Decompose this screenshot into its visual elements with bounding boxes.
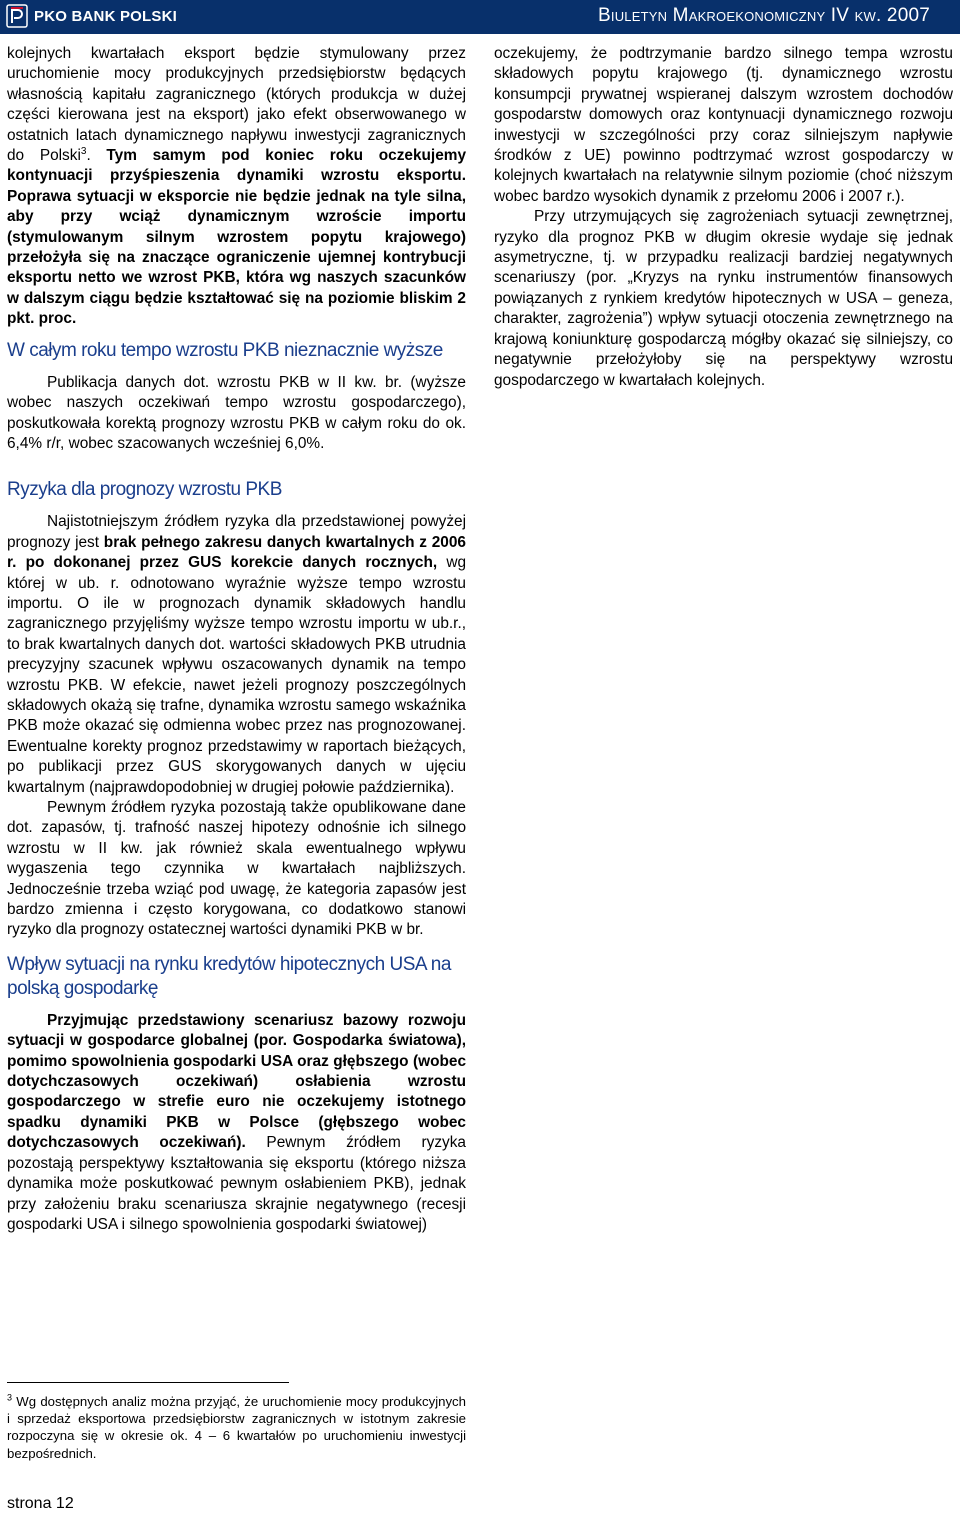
text-run: Najistotniejszym źródłem ryzyka dla przedstawionej powyżej prognozy jest xyxy=(7,513,466,551)
page-header xyxy=(0,0,960,34)
bold-text: Przyjmując przedstawiony scenariusz bazowy rozwoju sytuacji w gospodarce globalnej (por. Gospodarka światowa), pomimo spowolnienia gospodarki USA oraz głębszego (wobec dotychczasowych oczekiwań) osłabienia wzrostu gospodarczego w strefie euro nie oczekujemy istotnego spadku dynamiki PKB w Polsce (głębszego wobec dotychczasowych oczekiwań). xyxy=(7,1011,466,1152)
bold-text: brak pełnego zakresu danych kwartalnych z 2006 r. po dokonanej przez GUS korekcie danych rocznych, xyxy=(7,533,466,572)
right-column xyxy=(494,44,953,391)
bank-logo xyxy=(6,4,177,28)
text-run: Pewnym źródłem ryzyka pozostają perspektywy kształtowania się eksportu (którego niższa dynamika może poskutkować pewnym osłabieniem PKB), jednak przy założeniu braku scenariusza skrajnie negatywnego (recesji gospodarki USA i silnego spowolnienia gospodarki światowej) xyxy=(7,1134,466,1233)
pko-emblem-icon xyxy=(6,4,28,28)
footnote xyxy=(7,1393,466,1462)
paragraph: Publikacja danych dot. wzrostu PKB w II kw. br. (wyższe wobec naszych oczekiwań tempo wzrostu gospodarczego), poskutkowała korektą prognozy wzrostu PKB w całym roku do ok. 6,4% r/r, wobec szacowanych wcześniej 6,0%. xyxy=(7,373,466,452)
paragraph xyxy=(7,512,466,798)
text-run: wg której w ub. r. odnotowano wyraźnie wyższe tempo wzrostu importu. O ile w prognozach dynamik składowych handlu zagranicznego przyjęliśmy wyższe tempo wzrostu importu w ub.r., to brak kwartalnych danych dot. wartości składowych PKB utrudnia precyzyjny szacunek wpływu oszacowanych dynamik na tempo wzrostu PKB. W efekcie, nawet jeżeli prognozy poszczególnych składowych okażą się trafne, dynamika wzrostu samego wskaźnika PKB może okazać się odmienna wobec przez nas prognozowanej. Ewentualne korekty prognoz przedstawimy w raportach bieżących, po publikacji przez GUS skorygowanych danych w ujęciu kwartalnym (najprawdopodobniej w drugiej połowie października). xyxy=(7,554,467,796)
footnote-ref: 3 xyxy=(80,145,87,157)
section-heading: Wpływ sytuacji na rynku kredytów hipotecznych USA na polską gospodarkę xyxy=(7,953,451,999)
page-number: strona 12 xyxy=(7,1495,74,1512)
paragraph: oczekujemy, że podtrzymanie bardzo silnego tempa wzrostu składowych popytu krajowego (tj. dynamicznego wzrostu konsumpcji prywatnej wspieranej dalszym wzrostem dochodów gospodarstw domowych oraz kontynuacji dynamicznego rozwoju inwestycji w szczególności przy coraz silniejszym napływie środków z UE) powinno podtrzymać wzrost gospodarczy w kolejnych kwartałach na relatywnie silnym poziomie (choć niższym wobec bardzo wysokich dynamik z przełomu 2006 i 2007 r.). xyxy=(494,45,953,205)
paragraph: Pewnym źródłem ryzyka pozostają także opublikowane dane dot. zapasów, tj. trafność naszej hipotezy odnośnie ich silnego wzrostu w II kw. jak również skala ewentualnego wpływu wygaszenia tego czynnika w kwartałach najbliższych. Jednocześnie trzeba wziąć pod uwagę, że kategoria zapasów jest bardzo zmienna i często korygowana, co dodatkowo stanowi ryzyko dla prognozy ostatecznej wartości dynamiki PKB w br. xyxy=(7,799,466,939)
section-heading: Ryzyka dla prognozy wzrostu PKB xyxy=(7,479,282,501)
left-column xyxy=(7,44,466,1235)
footnote-divider xyxy=(7,1382,289,1383)
text-run: . xyxy=(86,147,107,165)
footnote-text: Wg dostępnych analiz można przyjąć, że uruchomienie mocy produkcyjnych i sprzedaż eksportowa przedsiębiorstw zagranicznych w istotnym zakresie rozpoczyna się w okresie ok. 4 – 6 kwartałów po uruchomieniu inwestycji bezpośrednich. xyxy=(7,1394,466,1461)
logo-text: PKO BANK POLSKI xyxy=(34,7,178,25)
paragraph xyxy=(7,1011,466,1235)
footnotes xyxy=(7,1382,466,1462)
paragraph xyxy=(7,44,466,330)
bold-text: Tym samym pod koniec roku oczekujemy kontynuacji przyśpieszenia dynamiki wzrostu eksportu. Poprawa sytuacji w eksporcie nie będzie jednak na tyle silna, aby przy wciąż dynamicznym wzroście importu (stymulowanym silnym wzrostem popytu krajowego) przełożyła się na znaczące ograniczenie ujemnej kontrybucji eksportu netto we wzrost PKB, która wg naszych szacunków w dalszym ciągu będzie kształtować się na poziomie bliskim 2 pkt. proc. xyxy=(7,147,467,328)
section-heading: W całym roku tempo wzrostu PKB nieznacznie wyższe xyxy=(7,339,443,361)
text-run: kolejnych kwartałach eksport będzie stymulowany przez uruchomienie mocy produkcyjnych przedsiębiorstw będących własnością kapitału zagranicznego (których produkcja w dużej części kierowana jest na eksport) jako efekt obserwowanego w ostatnich latach dynamicznego napływu inwestycji zagranicznych do Polski xyxy=(7,45,466,165)
paragraph: Przy utrzymujących się zagrożeniach sytuacji zewnętrznej, ryzyko dla prognoz PKB w długim okresie wydaje się jednak asymetryczne, tj. w przypadku realizacji bardziej negatywnych scenariuszy (por. „Kryzys na rynku instrumentów finansowych powiązanych z rynkiem kredytów hipotecznych w USA – geneza, charakter, zagrożenia”) wpływ sytuacji otoczenia zewnętrznego na krajową koniunkturę gospodarczą mógłby okazać się silniejszy, co negatywnie przełożyłoby się na perspektywy wzrostu gospodarczego w kwartałach kolejnych. xyxy=(494,208,953,389)
footnote-number: 3 xyxy=(7,1392,13,1403)
bulletin-title: Biuletyn Makroekonomiczny IV kw. 2007 xyxy=(598,5,930,26)
